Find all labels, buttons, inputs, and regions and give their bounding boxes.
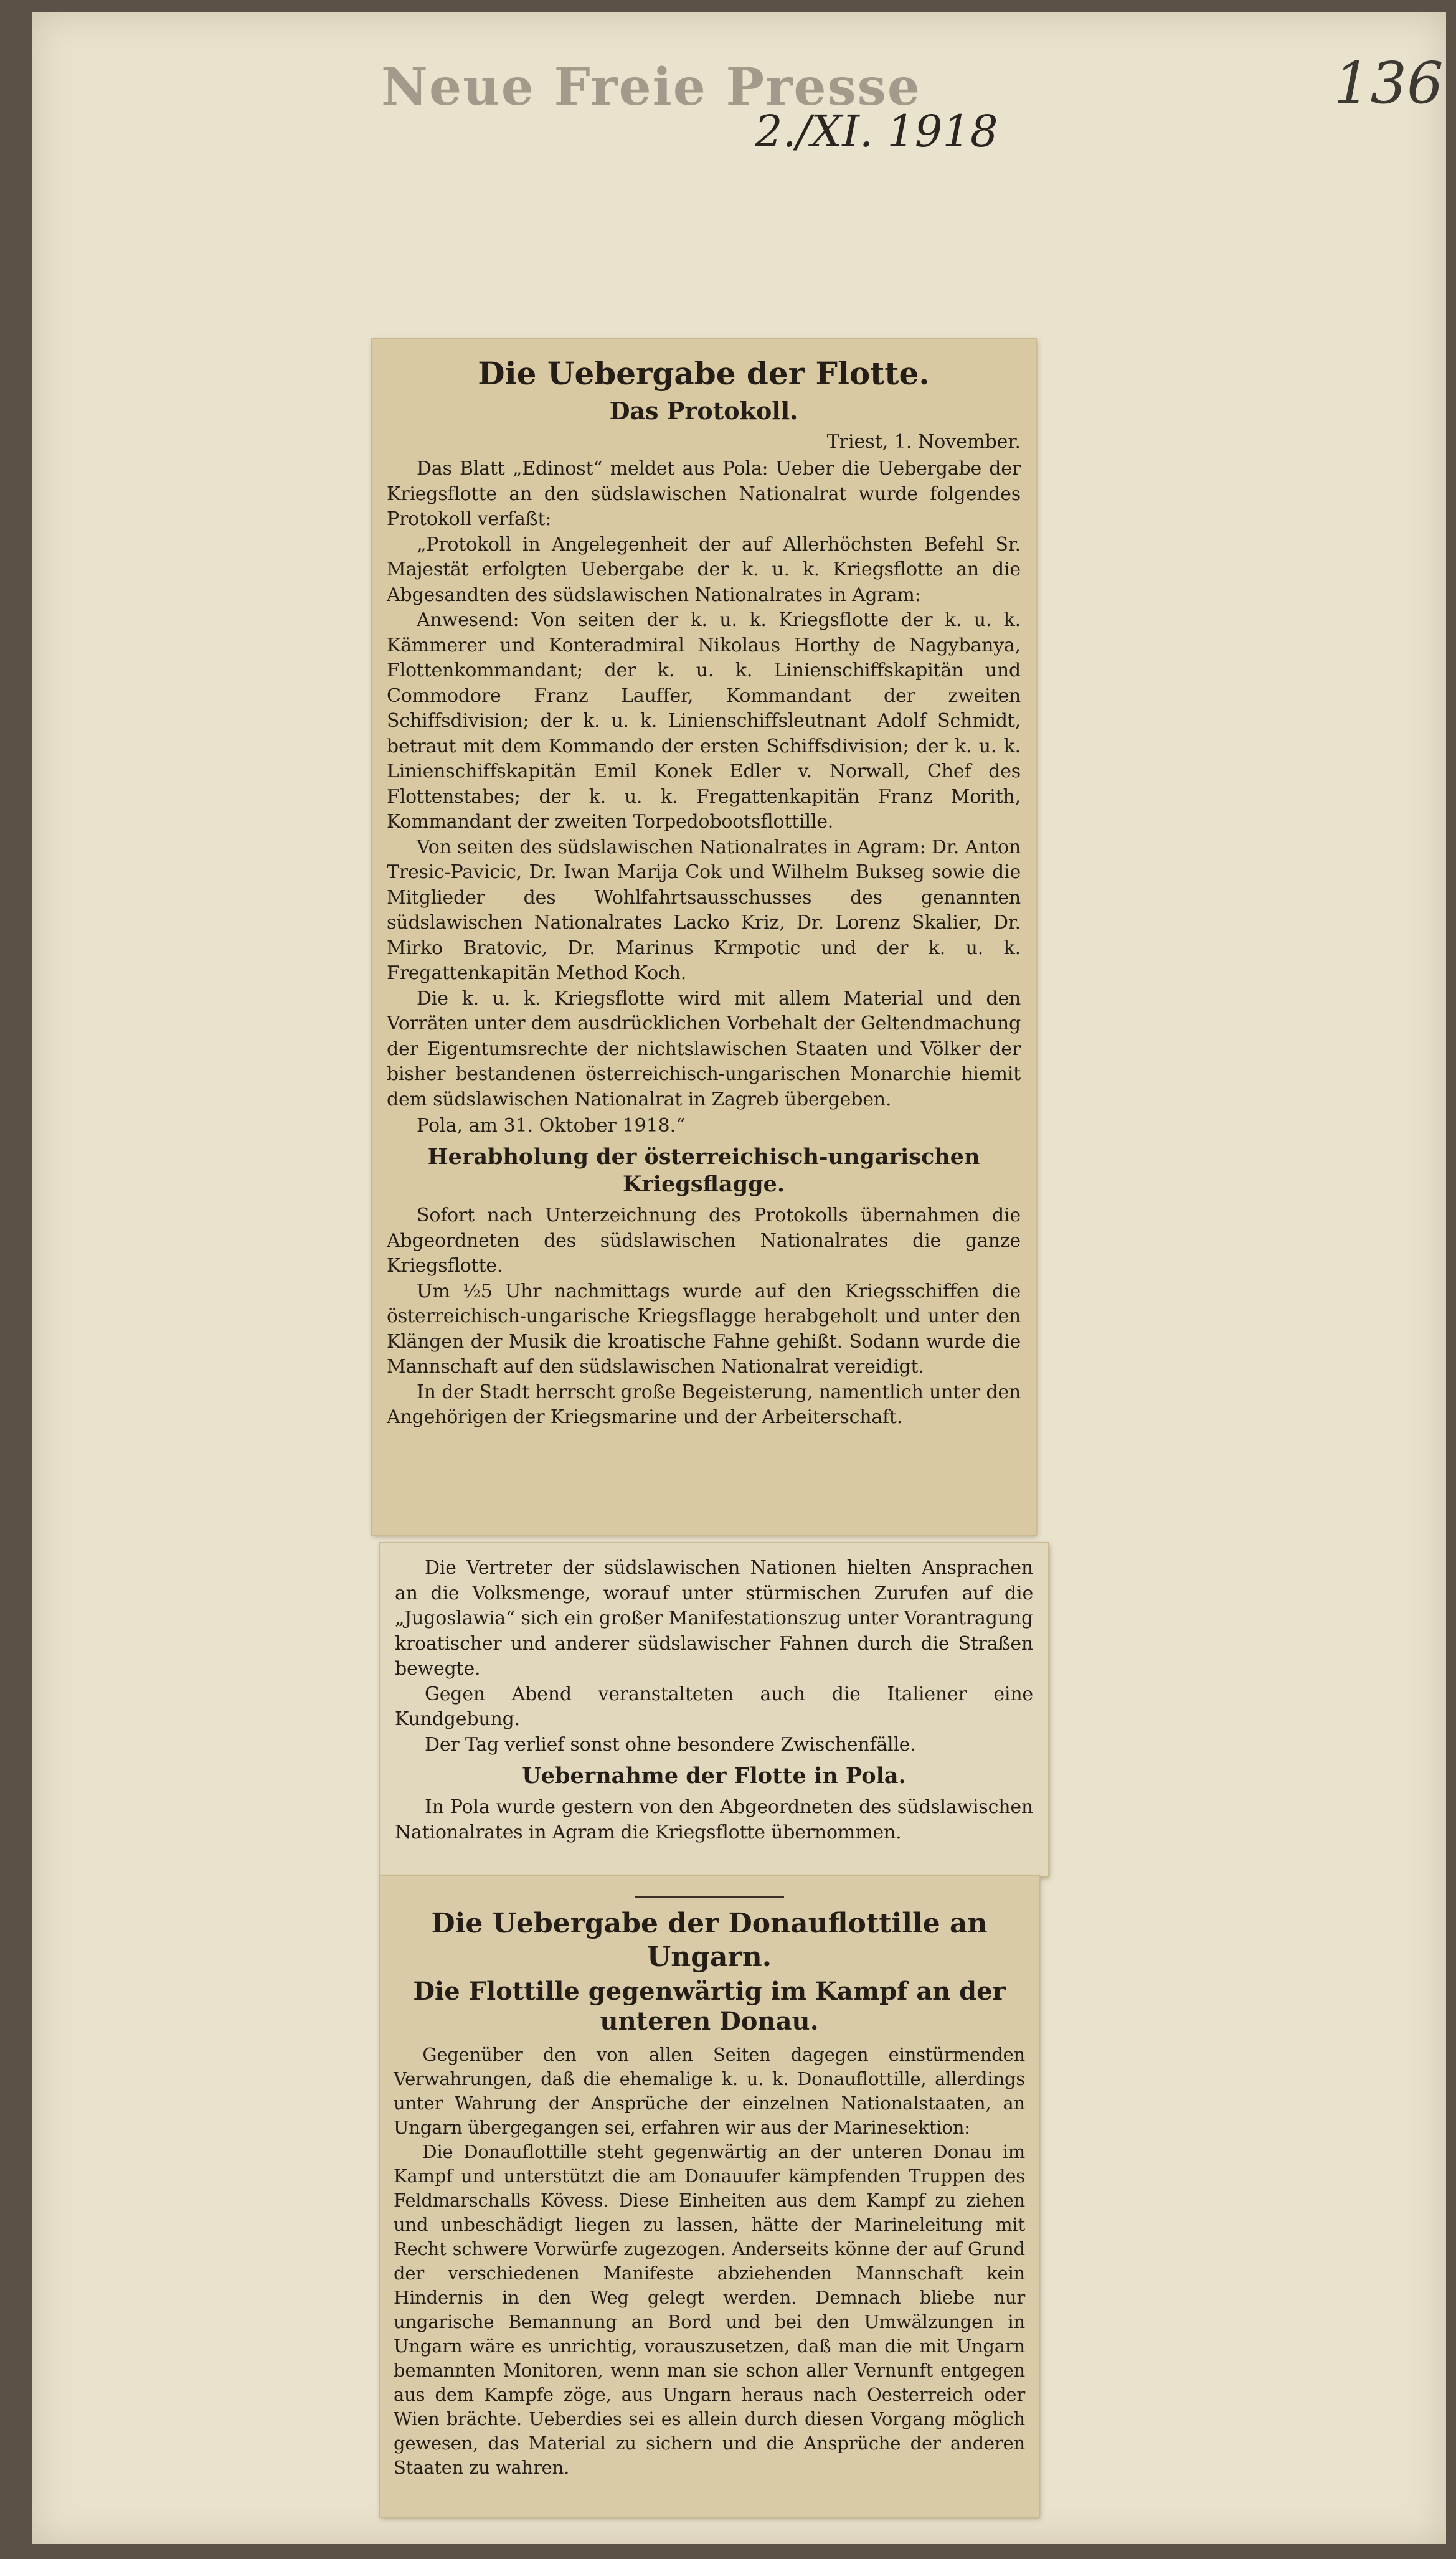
paragraph: Die Vertreter der südslawischen Nationen hielten Ansprachen an die Volksmenge, worauf unter stürmischen Zurufen auf die „Jugoslawia“ sich ein großer Manifestationszug unter Vorantragung kroatischer und anderer südslawischer Fahnen durch die Straßen bewegte. [395,1557,1033,1680]
separator-rule [635,1896,784,1898]
paragraph: In der Stadt herrscht große Begeisterung, namentlich unter den Angehörigen der Kriegsmarine und der Arbeiterschaft. [387,1381,1021,1428]
paragraph: Die k. u. k. Kriegsflotte wird mit allem Material und den Vorräten unter dem ausdrücklichen Vorbehalt der Geltendmachung der Eigentumsrechte der nichtslawischen Staaten und Völker der bisher bestandenen österreichisch-ungarischen Monarchie hiemit dem südslawischen Nationalrat in Zagreb übergeben. [387,987,1021,1110]
clipping-flotte-continued [380,1543,1048,1876]
paragraph: Anwesend: Von seiten der k. u. k. Kriegsflotte der k. u. k. Kämmerer und Konteradmiral Nikolaus Horthy de Nagybanya, Flottenkommandant; der k. u. k. Linienschiffskapitän und Commodore Franz Lauffer, Kommandant der zweiten Schiffsdivision; der k. u. k. Linienschiffsleutnant Adolf Schmidt, betraut mit dem Kommando der ersten Schiffsdivision; der k. u. k. Linienschiffskapitän Emil Konek Edler v. Norwall, Chef des Flottenstabes; der k. u. k. Fregattenkapitän Franz Morith, Kommandant der zweiten Torpedobootsflottille. [387,609,1021,833]
folio-number: 136 [1334,50,1444,116]
paragraph: Von seiten des südslawischen Nationalrates in Agram: Dr. Anton Tresic-Pavicic, Dr. Iwan Marija Cok und Wilhelm Bukseg sowie die Mitglieder des Wohlfahrtsausschusses des genannten südslawischen Nationalrates Lacko Kriz, Dr. Lorenz Skalier, Dr. Mirko Bratovic, Dr. Marinus Krmpotic und der k. u. k. Fregattenkapitän Method Koch. [387,836,1021,984]
section-title: Uebernahme der Flotte in Pola. [522,1763,906,1789]
handwritten-date: 2./XI. 1918 [755,106,998,157]
paragraph: „Protokoll in Angelegenheit der auf Allerhöchsten Befehl Sr. Majestät erfolgten Uebergabe der k. u. k. Kriegsflotte an die Abgesandten des südslawischen Nationalrates in Agram: [387,533,1021,606]
clipping-flotte [372,339,1036,1535]
paragraph: Das Blatt „Edinost“ meldet aus Pola: Ueber die Uebergabe der Kriegsflotte an den südslawischen Nationalrat wurde folgendes Protokoll verfaßt: [387,458,1021,530]
section-title: Herabholung der österreichisch-ungarischen Kriegsflagge. [427,1144,980,1197]
clipping-donauflottille [380,1876,1039,2517]
paragraph: Gegenüber den von allen Seiten dagegen einstürmenden Verwahrungen, daß die ehemalige k. u. k. Donauflottille, allerdings unter Wahrung der Ansprüche der einzelnen Nationalstaaten, an Ungarn übergegangen sei, erfahren wir aus der Marinesektion: [394,2044,1025,2138]
article-subtitle: Das Protokoll. [609,397,798,425]
newspaper-stamp: Neue Freie Presse [381,57,922,117]
dateline: Triest, 1. November. [826,431,1021,453]
article-title: Die Uebergabe der Donauflottille an Ungarn. [431,1908,988,1973]
paragraph: Gegen Abend veranstalteten auch die Italiener eine Kundgebung. [395,1683,1033,1730]
paragraph: Die Donauflottille steht gegenwärtig an der unteren Donau im Kampf und unterstützt die am Donauufer kämpfenden Truppen des Feldmarschalls Kövess. Diese Einheiten aus dem Kampf zu ziehen und unbeschädigt liegen zu lassen, hätte der Marineleitung mit Recht schwere Vorwürfe zugezogen. Anderseits könne der auf Grund der verschiedenen Manifeste abziehenden Mannschaft kein Hindernis in den Weg gelegt werden. Demnach bliebe nur ungarische Bemannung an Bord und bei den Umwälzungen in Ungarn wäre es unrichtig, vorauszusetzen, daß man die mit Ungarn bemannten Monitoren, wenn man sie schon aller Vernunft entgegen aus dem Kampfe zöge, aus Ungarn heraus nach Oesterreich oder Wien brächte. Ueberdies sei es allein durch diesen Vorgang möglich gewesen, das Material zu sichern und die Ansprüche der anderen Staaten zu wahren. [394,2141,1025,2478]
protocol-signoff: Pola, am 31. Oktober 1918.“ [417,1115,686,1137]
paragraph: Um ½5 Uhr nachmittags wurde auf den Kriegsschiffen die österreichisch-ungarische Kriegsflagge herabgeholt und unter den Klängen der Musik die kroatische Fahne gehißt. Sodann wurde die Mannschaft auf den südslawischen Nationalrat vereidigt. [387,1280,1021,1378]
article-subtitle: Die Flottille gegenwärtig im Kampf an der unteren Donau. [413,1977,1006,2036]
paragraph: In Pola wurde gestern von den Abgeordneten des südslawischen Nationalrates in Agram die Kriegsflotte übernommen. [395,1796,1033,1843]
article-title: Die Uebergabe der Flotte. [478,355,930,392]
paragraph: Sofort nach Unterzeichnung des Protokolls übernahmen die Abgeordneten des südslawischen Nationalrates die ganze Kriegsflotte. [387,1204,1021,1277]
paragraph: Der Tag verlief sonst ohne besondere Zwischenfälle. [425,1733,916,1756]
